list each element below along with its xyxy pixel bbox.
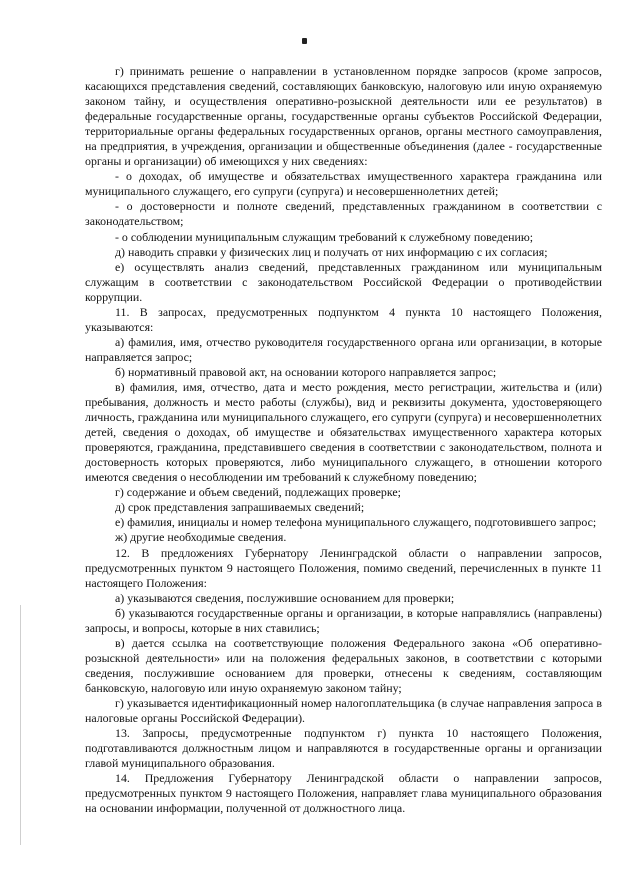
paragraph-clause-13: 13. Запросы, предусмотренные подпунктом г) пункта 10 настоящего Положения, подготавливаются должностным лицом и направляются в государственные органы и организации главой муниципального образования.	[85, 726, 602, 771]
paragraph-conduct: - о соблюдении муниципальным служащим требований к служебному поведению;	[115, 229, 534, 244]
scan-edge-line	[20, 605, 21, 845]
paragraph-reliability: - о достоверности и полноте сведений, представленных гражданином в соответствии с законодательством;	[85, 199, 602, 229]
paragraph-11-g: г) содержание и объем сведений, подлежащих проверке;	[115, 485, 401, 500]
paragraph-subitem-g: г) принимать решение о направлении в установленном порядке запросов (кроме запросов, касающихся представления сведений, составляющих банковскую, налоговую или иную охраняемую законом тайну, и осуществления оперативно-розыскной деятельности или ее результатов) в федеральные государственные органы, государственные органы субъектов Российской Федерации, территориальные органы федеральных государственных органов, органы местного самоуправления, на предприятия, в учреждения, организации и общественные объединения (далее - государственные органы и организации) об имеющихся у них сведениях:	[85, 64, 602, 169]
paragraph-clause-14: 14. Предложения Губернатору Ленинградской области о направлении запросов, предусмотренных пунктом 9 настоящего Положения, направляет глава муниципального образования на основании информации, полученной от должностного лица.	[85, 771, 602, 816]
paragraph-11-zh: ж) другие необходимые сведения.	[115, 530, 287, 545]
paragraph-clause-11: 11. В запросах, предусмотренных подпунктом 4 пункта 10 настоящего Положения, указываются:	[85, 304, 602, 334]
paragraph-12-a: а) указываются сведения, послужившие основанием для проверки;	[115, 590, 455, 605]
paragraph-12-g: г) указывается идентификационный номер налогоплательщика (в случае направления запроса в налоговые органы Российской Федерации).	[85, 695, 602, 726]
paragraph-12-v: в) дается ссылка на соответствующие положения Федерального закона «Об оперативно-розыскной деятельности» или на положения федеральных законов, в соответствии с которыми сведения, послужившие основанием для проверки, отнесены к сведениям, составляющим банковскую, налоговую или иную охраняемую законом тайну;	[85, 635, 602, 695]
paragraph-clause-12: 12. В предложениях Губернатору Ленинградской области о направлении запросов, предусмотренных пунктом 9 настоящего Положения, помимо сведений, перечисленных в пункте 11 настоящего Положения:	[85, 545, 602, 590]
paragraph-11-d: д) срок представления запрашиваемых сведений;	[115, 500, 365, 515]
paragraph-12-b: б) указываются государственные органы и организации, в которые направлялись (направлены) запросы, и вопросы, которые в них ставились;	[85, 605, 602, 635]
page-marker	[302, 38, 307, 44]
paragraph-subitem-e: е) осуществлять анализ сведений, представленных гражданином или муниципальным служащим в соответствии с законодательством Российской Федерации о противодействии коррупции.	[85, 259, 602, 304]
paragraph-11-v: в) фамилия, имя, отчество, дата и место рождения, место регистрации, жительства и (или) пребывания, должность и место работы (службы), вид и реквизиты документа, удостоверяющего личность, гражданина или муниципального служащего, его супруги (супруга) и несовершеннолетних детей, сведения о доходах, об имуществе и обязательствах имущественного характера которых проверяются, гражданина, представившего сведения в соответствии с законодательством, полнота и достоверность которых проверяются, либо муниципального служащего, в отношении которого имеются сведения о несоблюдении им требований к служебному поведению;	[85, 379, 602, 485]
paragraph-income-info: - о доходах, об имуществе и обязательствах имущественного характера гражданина или муниципального служащего, его супруги (супруга) и несовершеннолетних детей;	[85, 169, 602, 199]
paragraph-11-b: б) нормативный правовой акт, на основании которого направляется запрос;	[115, 364, 497, 379]
document-body	[85, 64, 602, 816]
paragraph-subitem-d: д) наводить справки у физических лиц и получать от них информацию с их согласия;	[115, 244, 548, 259]
paragraph-11-e: е) фамилия, инициалы и номер телефона муниципального служащего, подготовившего запрос;	[115, 515, 597, 530]
paragraph-11-a: а) фамилия, имя, отчество руководителя государственного органа или организации, в которые направляется запрос;	[85, 334, 602, 364]
